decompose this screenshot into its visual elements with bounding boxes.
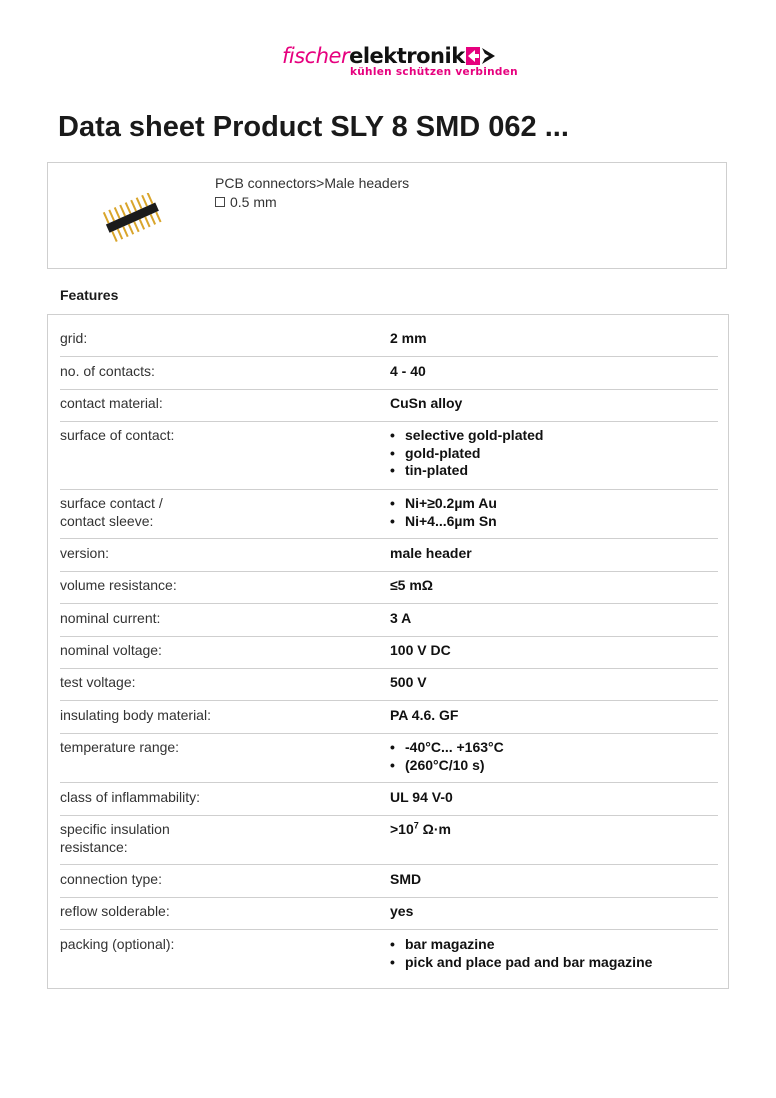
product-category: PCB connectors>Male headers [215,175,410,191]
feature-value: 2 mm [390,330,427,346]
feature-row-surface-of-contact [60,427,718,490]
feature-value: 100 V DC [390,642,451,658]
feature-row-inflammability [60,789,718,816]
list-item: • bar magazine [390,936,710,954]
list-item: • Ni+≥0.2µm Au [390,495,710,513]
feature-label: nominal voltage: [60,642,162,658]
feature-value: ≤5 mΩ [390,577,434,593]
list-item: • -40°C... +163°C [390,739,710,757]
feature-label: insulating body material: [60,707,211,723]
feature-value: SMD [390,871,422,887]
feature-label: version: [60,545,110,561]
list-item: • (260°C/10 s) [390,757,710,775]
feature-value [390,739,710,774]
list-item: • tin-plated [390,462,710,480]
feature-label: surface of contact: [60,427,175,443]
feature-label: connection type: [60,871,162,887]
feature-value: UL 94 V-0 [390,789,453,805]
feature-row-test-voltage [60,674,718,701]
feature-value: 4 - 40 [390,363,426,379]
feature-label: no. of contacts: [60,363,155,379]
feature-row-volume-resistance [60,577,718,604]
feature-row-insulating-body [60,707,718,734]
feature-row-nominal-voltage [60,642,718,669]
brand-logo [282,44,518,80]
feature-row-packing [60,936,718,976]
feature-row-contacts [60,363,718,390]
feature-row-surface-contact-sleeve [60,495,718,539]
feature-value: male header [390,545,472,561]
feature-value [390,936,710,971]
feature-value: CuSn alloy [390,395,463,411]
feature-label: grid: [60,330,88,346]
logo-fischer: fischer [282,44,350,68]
feature-row-temperature-range [60,739,718,783]
value-base: >10 [390,821,414,837]
feature-value: yes [390,903,414,919]
feature-label: volume resistance: [60,577,177,593]
feature-label: reflow solderable: [60,903,170,919]
feature-value [390,821,710,839]
product-grid [215,194,277,210]
logo-tagline: kühlen schützen verbinden [350,66,518,78]
feature-row-nominal-current [60,610,718,637]
features-table [47,314,729,989]
feature-row-reflow [60,903,718,930]
feature-label: contact material: [60,395,163,411]
feature-label: class of inflammability: [60,789,201,805]
page-title: Data sheet Product SLY 8 SMD 062 ... [58,111,569,143]
feature-value [390,495,710,530]
feature-value: 500 V [390,674,427,690]
feature-value [390,427,710,480]
feature-label: packing (optional): [60,936,175,952]
feature-label: nominal current: [60,610,161,626]
list-item: • gold-plated [390,445,710,463]
logo-elektronik: elektronik [349,44,465,68]
feature-label: specific insulation resistance: [60,821,170,855]
value-exponent: 7 [413,820,419,831]
feature-label: test voltage: [60,674,136,690]
list-item: • Ni+4...6µm Sn [390,513,710,531]
feature-row-version [60,545,718,572]
feature-row-contact-material [60,395,718,422]
list-item: • pick and place pad and bar magazine [390,954,710,972]
product-summary [47,162,727,269]
feature-label: surface contact / contact sleeve: [60,495,163,529]
feature-label: temperature range: [60,739,180,755]
square-icon [215,197,225,207]
value-unit: Ω·m [418,821,451,837]
features-heading: Features [60,287,119,303]
feature-value: PA 4.6. GF [390,707,459,723]
feature-value: 3 A [390,610,412,626]
logo-wordmark [282,44,465,68]
list-item: • selective gold-plated [390,427,710,445]
feature-row-connection-type [60,871,718,898]
feature-row-insulation-resistance [60,821,718,865]
feature-row-grid [60,330,718,357]
product-grid-value: 0.5 mm [230,194,277,210]
logo-arrows-icon [466,46,496,66]
product-image [98,193,168,245]
